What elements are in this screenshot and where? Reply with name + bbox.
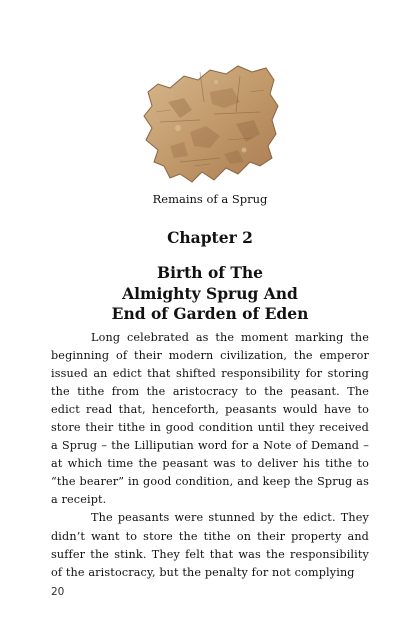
page-number: 20	[51, 586, 65, 598]
chapter-title	[0, 263, 420, 325]
chapter-number: Chapter 2	[167, 228, 253, 247]
figure-caption: Remains of a Sprug	[152, 192, 268, 206]
paragraph: The peasants were stunned by the edict. They didn’t want to store the tithe on their property and suffer the stink. They felt that was the responsibility of the aristocracy, but the penalty for not complying	[51, 511, 369, 579]
sprug-parchment-image	[140, 62, 280, 190]
body-text	[51, 329, 369, 582]
chapter-title-line: Almighty Sprug And	[122, 283, 298, 303]
paragraph: Long celebrated as the moment marking the beginning of their modern civilization, the emperor issued an edict that shifted responsibility for storing the tithe from the aristocracy to the peasant. The edict read that, henceforth, peasants would have to store their tithe in good condition until they received a Sprug – the Lilliputian word for a Note of Demand – at which time the peasant was to deliver his tithe to “the bearer” in good condition, and keep the Sprug as a receipt.	[51, 331, 369, 507]
chapter-title-line: Birth of The	[156, 263, 264, 282]
chapter-title-line: End of Garden of Eden	[111, 304, 309, 323]
